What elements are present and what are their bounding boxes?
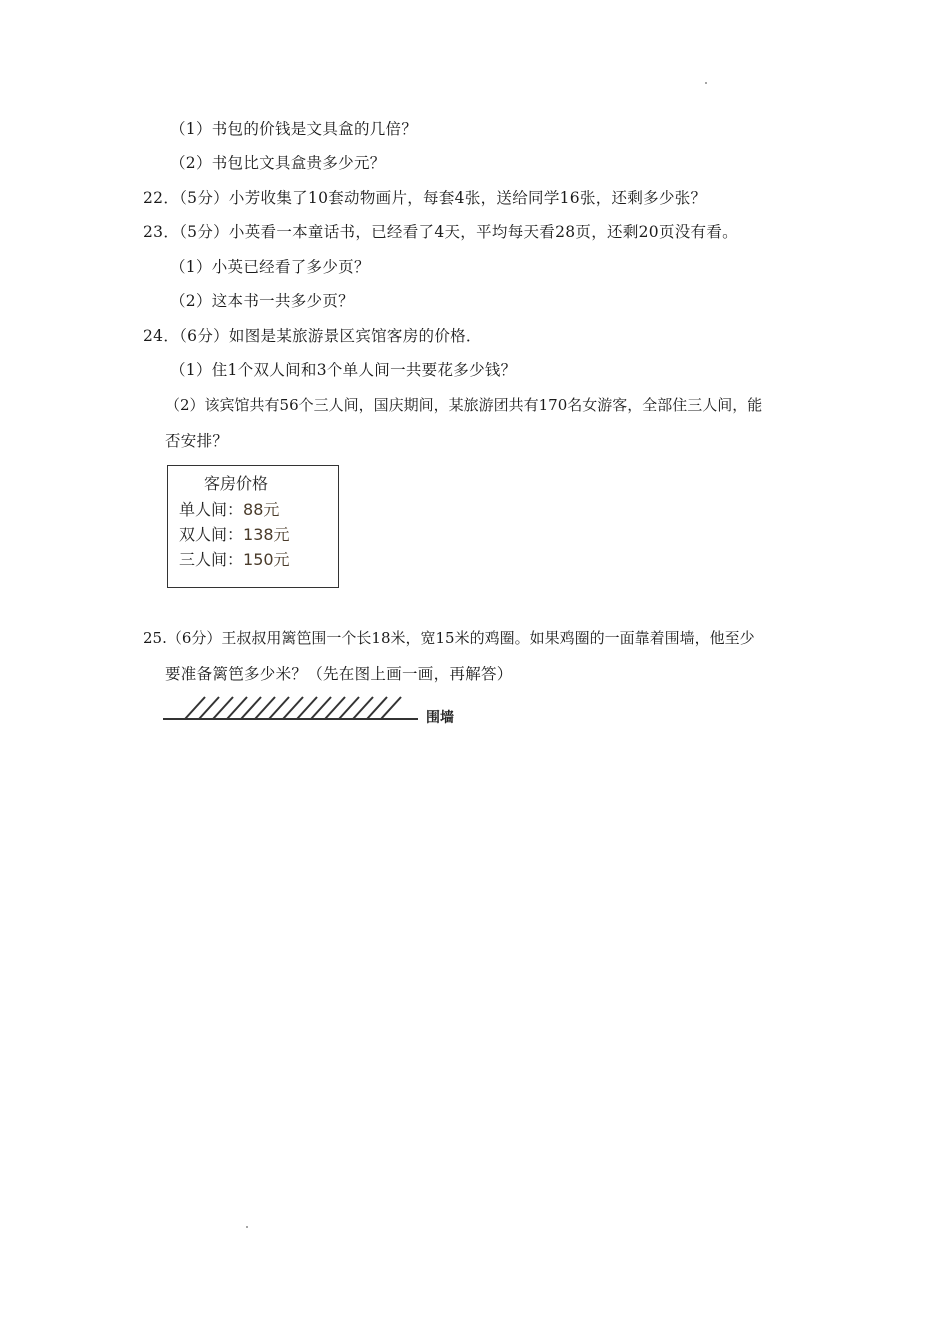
q24-sub1: （1）住1个双人间和3个单人间一共要花多少钱？ (170, 361, 517, 379)
price-row-value: 88元 (243, 500, 280, 519)
q21-sub1: （1）书包的价钱是文具盒的几倍？ (170, 120, 418, 138)
price-row-label: 三人间： (179, 550, 244, 569)
stray-mark-bottom (246, 1226, 248, 1228)
q23-sub1: （1）小英已经看了多少页？ (170, 258, 370, 276)
price-table-title: 客房价格 (204, 474, 269, 493)
q21-sub2: （2）书包比文具盒贵多少元？ (170, 154, 386, 172)
price-row-label: 单人间： (179, 500, 244, 519)
price-row-label: 双人间： (179, 525, 244, 544)
q24-sub2-line1: （2）该宾馆共有56个三人间，国庆期间，某旅游团共有170名女游客，全部住三人间，能 (165, 396, 763, 414)
q24-sub2-line2: 否安排？ (165, 432, 229, 450)
q23-sub2: （2）这本书一共多少页？ (170, 292, 354, 310)
q25-line2: 要准备篱笆多少米？（先在图上画一画，再解答） (165, 665, 513, 683)
price-row-value: 138元 (243, 525, 290, 544)
price-row-single (179, 500, 279, 520)
price-row-value: 150元 (243, 550, 290, 569)
q25-line1: 25.（6分）王叔叔用篱笆围一个长18米，宽15米的鸡圈。如果鸡圈的一面靠着围墙，他至少 (143, 629, 755, 647)
stray-mark-top (705, 82, 707, 84)
room-price-table (167, 465, 339, 588)
price-row-triple (179, 550, 290, 570)
q24-text: 24．（6分）如图是某旅游景区宾馆客房的价格． (143, 327, 482, 345)
q22-text: 22．（5分）小芳收集了10套动物画片，每套4张，送给同学16张，还剩多少张？ (143, 189, 707, 207)
wall-drawing (163, 695, 423, 723)
wall-label: 围墙 (426, 710, 454, 726)
price-row-double (179, 525, 290, 545)
q23-text: 23．（5分）小英看一本童话书，已经看了4天，平均每天看28页，还剩20页没有看。 (143, 223, 738, 241)
